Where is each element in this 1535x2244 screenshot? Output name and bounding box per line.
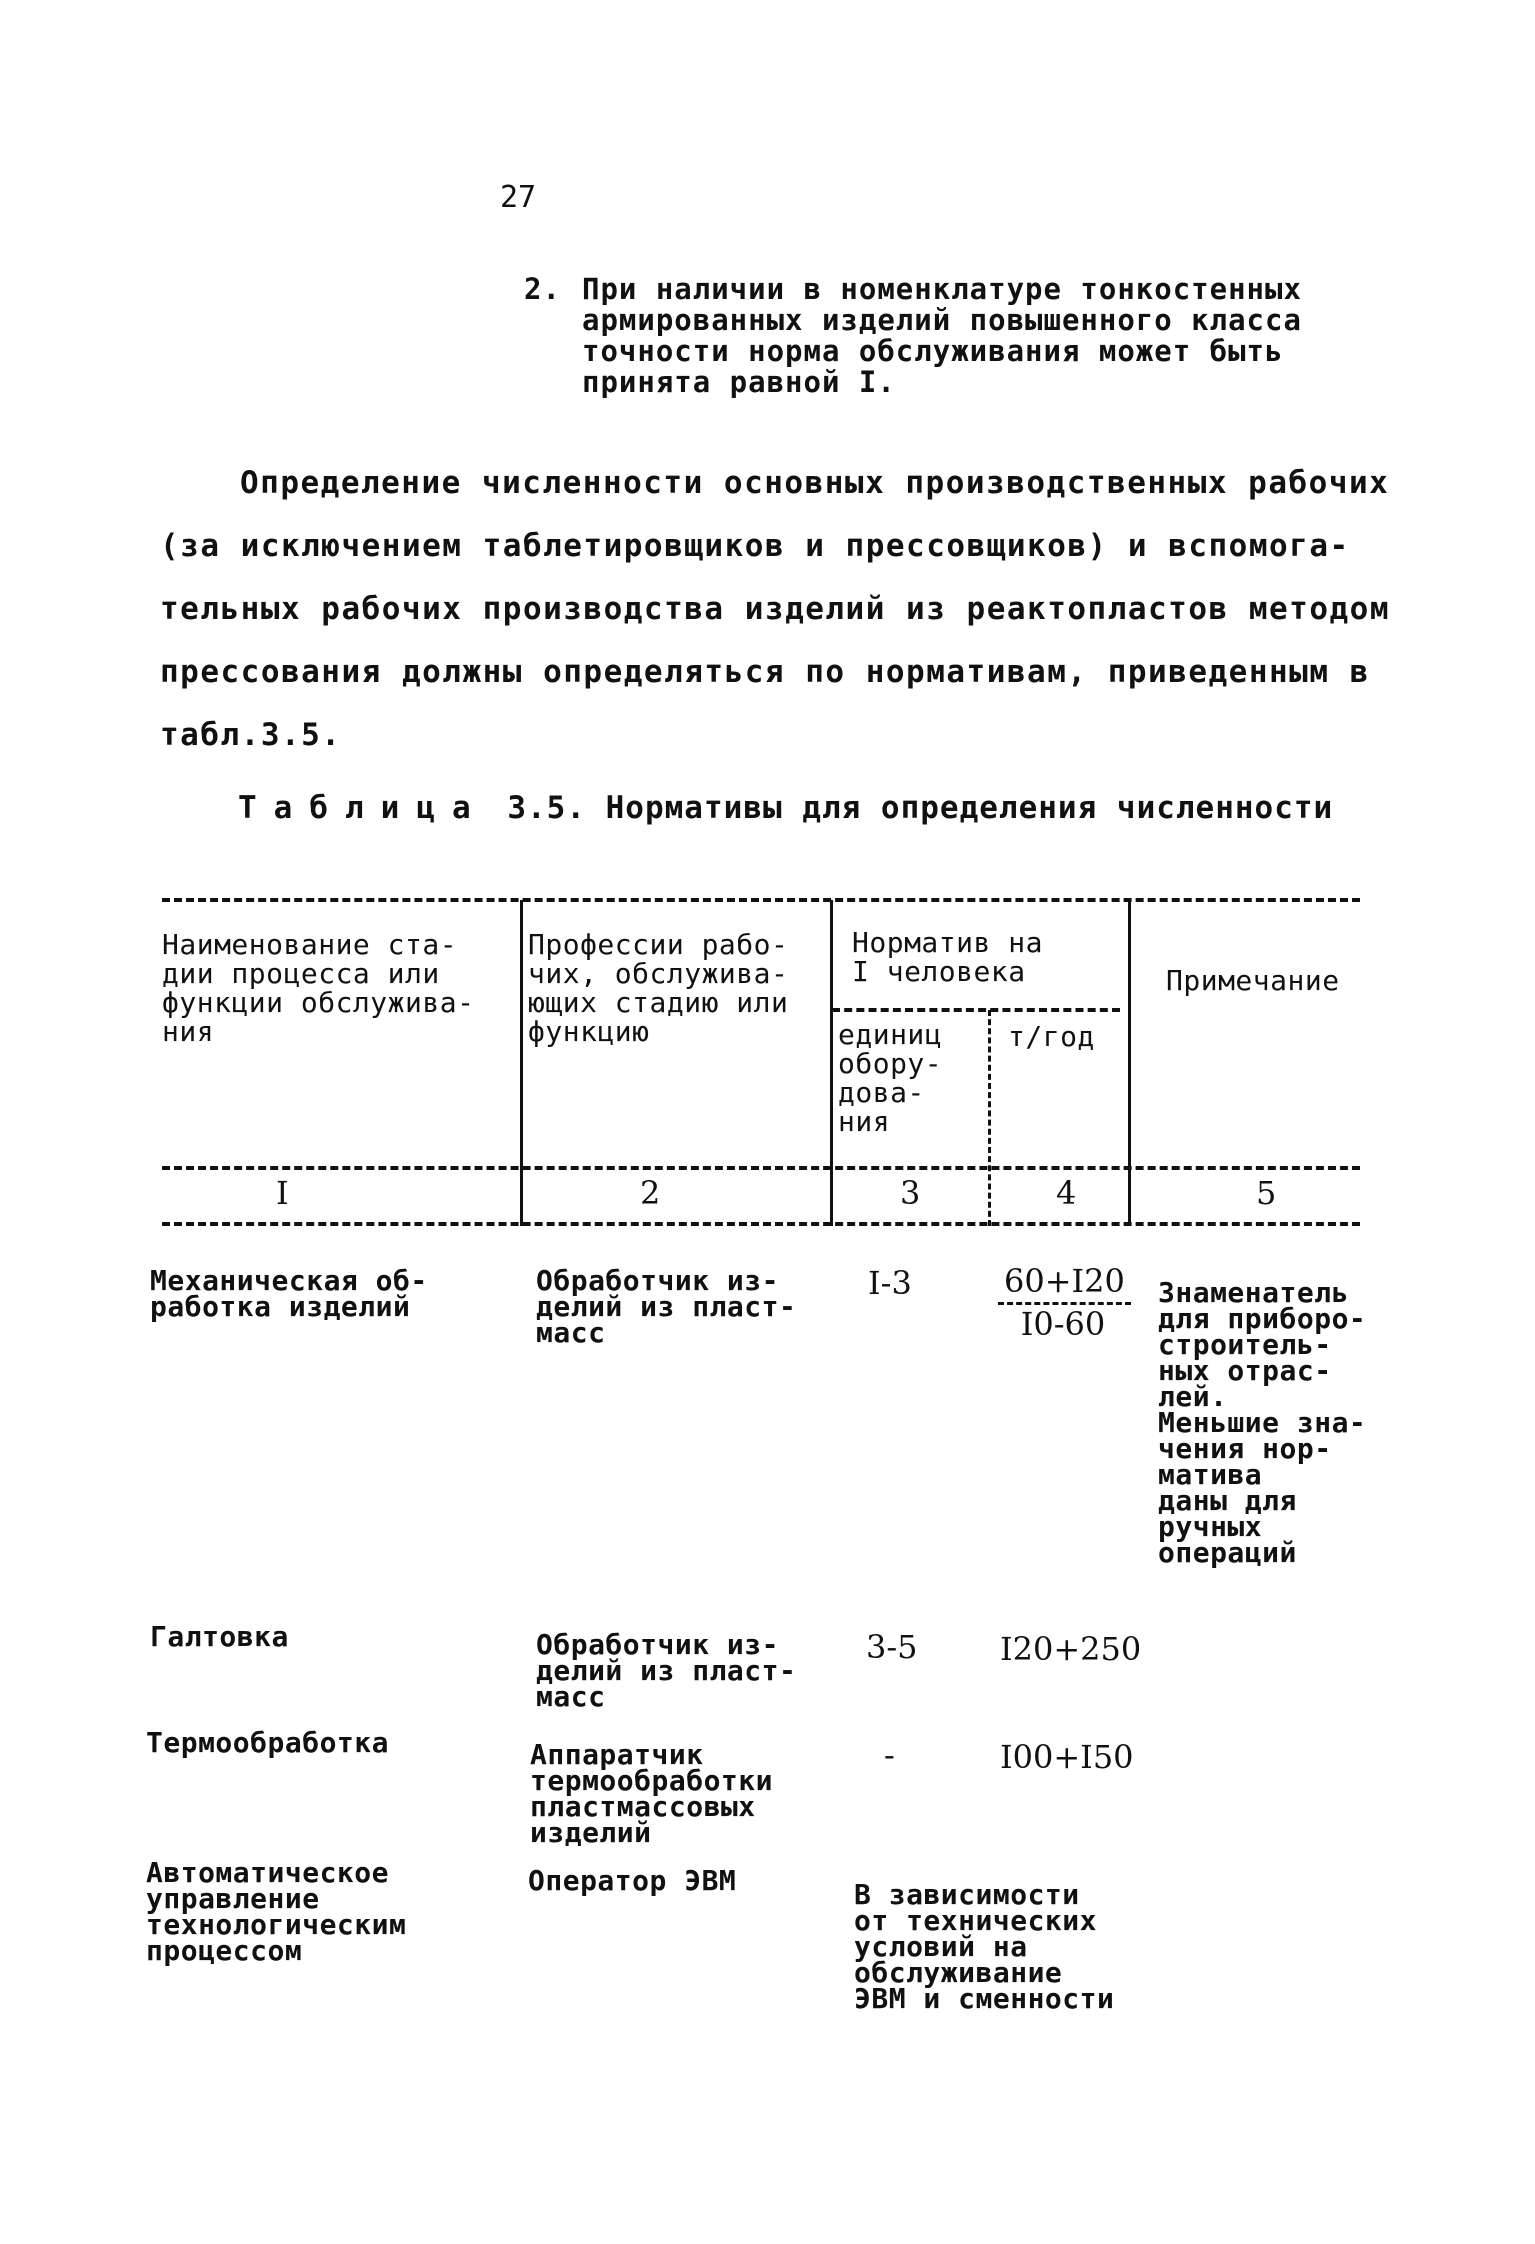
paragraph-line: табл.3.5.	[160, 717, 342, 753]
row1-tons	[998, 1262, 1128, 1343]
paragraph-line: прессования должны определяться по нормативам, приведенным в	[160, 654, 1370, 690]
row3-profession	[530, 1738, 830, 1849]
header-units	[838, 1020, 984, 1136]
cell-line: Меньшие зна-	[1158, 1406, 1367, 1439]
cell-line: делий из пласт-	[536, 1654, 797, 1687]
cell-line: строитель-	[1158, 1328, 1332, 1361]
header-line: дии процесса или	[162, 957, 440, 990]
row2-profession	[536, 1628, 836, 1713]
column-divider-3	[988, 1010, 991, 1226]
subheader-rule	[832, 1008, 1120, 1012]
column-number: I	[276, 1174, 289, 1212]
cell-line: для приборо-	[1158, 1302, 1367, 1335]
cell-line: Термообработка	[146, 1726, 390, 1759]
note-line: При наличии в номенклатуре тонкостенных	[582, 272, 1302, 306]
header-line: ния	[162, 1015, 215, 1048]
cell-line: Автоматическое	[146, 1856, 390, 1889]
paragraph-line: Определение численности основных производственных рабочих	[240, 465, 1390, 501]
column-number: 2	[640, 1174, 661, 1212]
cell-line: Знаменатель	[1158, 1276, 1349, 1309]
note-line: армированных изделий повышенного класса	[582, 303, 1302, 337]
header-profession	[528, 930, 828, 1046]
row2-stage	[150, 1620, 510, 1653]
cell-line: масс	[536, 1680, 606, 1713]
header-line: функцию	[528, 1015, 650, 1048]
row4-stage	[146, 1856, 526, 1967]
body-paragraph	[160, 452, 1410, 767]
cell-line: от технических	[854, 1904, 1098, 1937]
cell-line: Механическая об-	[150, 1264, 428, 1297]
cell-line: матива	[1158, 1458, 1263, 1491]
cell-line: масс	[536, 1316, 606, 1349]
cell-line: Обработчик из-	[536, 1264, 780, 1297]
header-line: Профессии рабо-	[528, 928, 789, 961]
header-line: ющих стадию или	[528, 986, 789, 1019]
column-number: 5	[1256, 1174, 1277, 1212]
row3-tons: I00+I50	[1000, 1738, 1134, 1776]
numbers-bottom-rule	[162, 1222, 1360, 1226]
header-bottom-rule	[162, 1166, 1360, 1170]
header-note: Примечание	[1166, 964, 1340, 997]
cell-line: изделий	[530, 1816, 652, 1849]
header-line: Наименование ста-	[162, 928, 458, 961]
caption-word: Таблица	[238, 790, 488, 826]
header-stage	[162, 930, 516, 1046]
row3-stage	[146, 1726, 526, 1759]
header-tons: т/год	[1008, 1020, 1095, 1053]
page-number: 27	[500, 180, 537, 215]
cell-line: Галтовка	[150, 1620, 289, 1653]
cell-line: пластмассовых	[530, 1790, 756, 1823]
cell-line: термообработки	[530, 1764, 774, 1797]
note-line: принята равной I.	[582, 365, 896, 399]
cell-line: делий из пласт-	[536, 1290, 797, 1323]
row2-units: 3-5	[866, 1628, 918, 1666]
row1-stage	[150, 1264, 510, 1323]
column-divider-4	[1128, 900, 1131, 1226]
paragraph-line: тельных рабочих производства изделий из реактопластов методом	[160, 591, 1390, 627]
cell-line: операций	[1158, 1536, 1297, 1569]
header-line: ния	[838, 1105, 891, 1138]
cell-line: Оператор ЭВМ	[528, 1864, 737, 1897]
header-line: функции обслужива-	[162, 986, 475, 1019]
header-line: I человека	[852, 955, 1026, 988]
note-line: точности норма обслуживания может быть	[582, 334, 1284, 368]
header-line: обору-	[838, 1047, 943, 1080]
cell-line: лей.	[1158, 1380, 1228, 1413]
table-top-rule	[162, 898, 1360, 902]
note-text	[582, 274, 1402, 398]
paragraph-line: (за исключением таблетировщиков и прессовщиков) и вспомога-	[160, 528, 1350, 564]
row1-units: I-3	[868, 1264, 912, 1302]
cell-line: технологическим	[146, 1908, 407, 1941]
cell-line: работка изделий	[150, 1290, 411, 1323]
header-line: дова-	[838, 1076, 925, 1109]
cell-line: ручных	[1158, 1510, 1263, 1543]
cell-line: процессом	[146, 1934, 303, 1967]
cell-line: управление	[146, 1882, 320, 1915]
row3-units: -	[884, 1736, 895, 1774]
row4-profession	[528, 1864, 828, 1897]
cell-line: ных отрас-	[1158, 1354, 1332, 1387]
cell-line: ЭВМ и сменности	[854, 1982, 1115, 2015]
row1-profession	[536, 1264, 836, 1349]
cell-line: даны для	[1158, 1484, 1297, 1517]
row1-tons-numerator: 60+I20	[998, 1262, 1131, 1305]
row1-note	[1158, 1276, 1398, 1569]
cell-line: условий на	[854, 1930, 1028, 1963]
header-line: Норматив на	[852, 926, 1043, 959]
column-number: 4	[1056, 1174, 1077, 1212]
cell-line: Аппаратчик	[530, 1738, 704, 1771]
row2-tons: I20+250	[1000, 1630, 1142, 1668]
header-line: единиц	[838, 1018, 943, 1051]
caption-text: 3.5. Нормативы для определения численности	[507, 790, 1334, 826]
table-caption	[238, 790, 1418, 826]
header-norm	[852, 928, 1122, 986]
cell-line: чения нор-	[1158, 1432, 1332, 1465]
row4-span-note	[854, 1878, 1234, 2015]
column-number: 3	[900, 1174, 921, 1212]
header-line: чих, обслужива-	[528, 957, 789, 990]
column-divider-1	[520, 900, 523, 1226]
column-divider-2	[830, 900, 833, 1226]
row1-tons-denominator: I0-60	[1020, 1305, 1106, 1343]
cell-line: обслуживание	[854, 1956, 1063, 1989]
cell-line: В зависимости	[854, 1878, 1080, 1911]
note-number: 2.	[524, 272, 561, 306]
cell-line: Обработчик из-	[536, 1628, 780, 1661]
